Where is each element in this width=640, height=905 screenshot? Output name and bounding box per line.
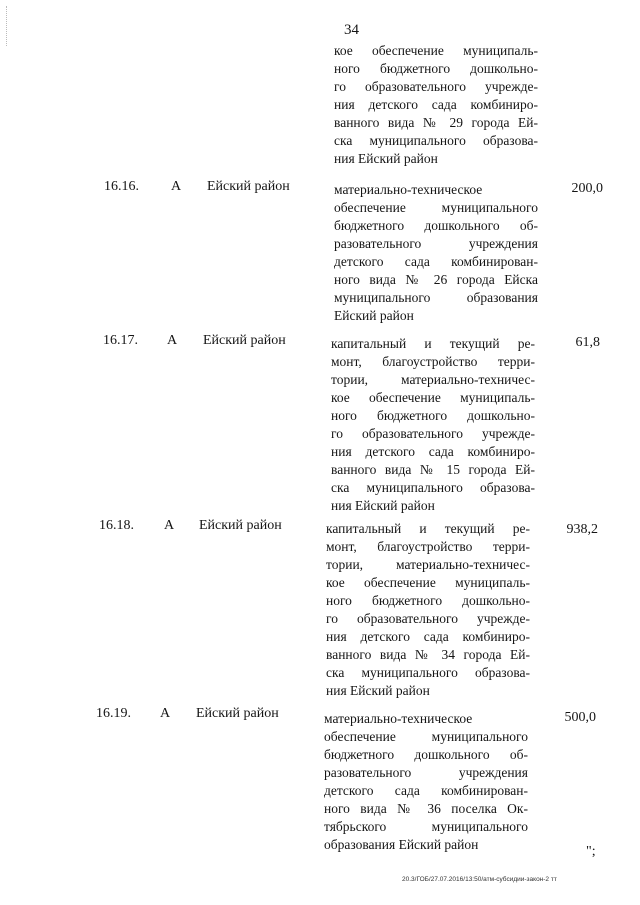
row-district: Ейский район <box>199 518 282 533</box>
row-description <box>331 335 535 515</box>
text-line: ванного вида № 15 города Ей- <box>331 462 535 477</box>
text-line: муниципального образования <box>334 290 538 305</box>
text-line: капитальный и текущий ре- <box>331 336 535 351</box>
text-line: ска муниципального образова- <box>331 480 535 495</box>
text-line: ния Ейский район <box>331 498 435 513</box>
text-line: тории, материально-техничес- <box>326 557 530 572</box>
closing-quote-mark: "; <box>586 844 596 859</box>
text-line: бюджетного дошкольного об- <box>334 218 538 233</box>
text-line: обеспечение муниципального <box>324 729 528 744</box>
continuation-text <box>334 42 538 168</box>
text-line: ного вида № 26 города Ейска <box>334 272 538 287</box>
text-line: го образовательного учрежде- <box>326 611 530 626</box>
row-description <box>324 710 528 854</box>
text-line: Ейский район <box>334 308 414 323</box>
text-line: ного бюджетного дошкольно- <box>331 408 535 423</box>
text-line: ного вида № 36 поселка Ок- <box>324 801 528 816</box>
text-line: го образовательного учрежде- <box>331 426 535 441</box>
text-line: кое обеспечение муниципаль- <box>331 390 535 405</box>
text-line: монт, благоустройство терри- <box>326 539 530 554</box>
row-amount: 500,0 <box>564 710 596 725</box>
text-line: ска муниципального образова- <box>326 665 530 680</box>
text-line: ния детского сада комбиниро- <box>334 97 538 112</box>
row-number: 16.19. <box>96 706 131 721</box>
row-number: 16.18. <box>99 518 134 533</box>
row-amount: 200,0 <box>571 181 603 196</box>
text-line: детского сада комбинирован- <box>334 254 538 269</box>
row-code: А <box>160 706 171 721</box>
text-line: обеспечение муниципального <box>334 200 538 215</box>
row-code: А <box>167 333 178 348</box>
text-line: ска муниципального образова- <box>334 133 538 148</box>
row-code: А <box>164 518 175 533</box>
text-line: тябрьского муниципального <box>324 819 528 834</box>
text-line: кое обеспечение муниципаль- <box>334 43 538 58</box>
margin-mark <box>6 6 8 46</box>
row-district: Ейский район <box>203 333 286 348</box>
text-line: капитальный и текущий ре- <box>326 521 530 536</box>
row-amount: 938,2 <box>566 522 598 537</box>
text-line: монт, благоустройство терри- <box>331 354 535 369</box>
row-description <box>326 520 530 700</box>
row-district: Ейский район <box>196 706 279 721</box>
row-number: 16.17. <box>103 333 138 348</box>
text-line: ния детского сада комбиниро- <box>326 629 530 644</box>
text-line: разовательного учреждения <box>324 765 528 780</box>
text-line: материально-техническое <box>324 711 473 726</box>
text-line: ния Ейский район <box>334 151 438 166</box>
row-description <box>334 181 538 325</box>
text-line: ния Ейский район <box>326 683 430 698</box>
text-line: разовательного учреждения <box>334 236 538 251</box>
text-line: ванного вида № 34 города Ей- <box>326 647 530 662</box>
text-line: образования Ейский район <box>324 837 479 852</box>
row-code: А <box>171 179 182 194</box>
text-line: бюджетного дошкольного об- <box>324 747 528 762</box>
page-number: 34 <box>344 22 359 38</box>
text-line: ния детского сада комбиниро- <box>331 444 535 459</box>
row-number: 16.16. <box>104 179 139 194</box>
row-amount: 61,8 <box>575 335 600 350</box>
text-line: тории, материально-техничес- <box>331 372 535 387</box>
text-line: ного бюджетного дошкольно- <box>326 593 530 608</box>
text-line: кое обеспечение муниципаль- <box>326 575 530 590</box>
text-line: материально-техническое <box>334 182 483 197</box>
text-line: го образовательного учрежде- <box>334 79 538 94</box>
text-line: ванного вида № 29 города Ей- <box>334 115 538 130</box>
footer-stamp: 20.3/ГОБ/27.07.2016/13:50/атм-субсидии-закон-2 тт <box>402 876 557 883</box>
text-line: ного бюджетного дошкольно- <box>334 61 538 76</box>
text-line: детского сада комбинирован- <box>324 783 528 798</box>
row-district: Ейский район <box>207 179 290 194</box>
